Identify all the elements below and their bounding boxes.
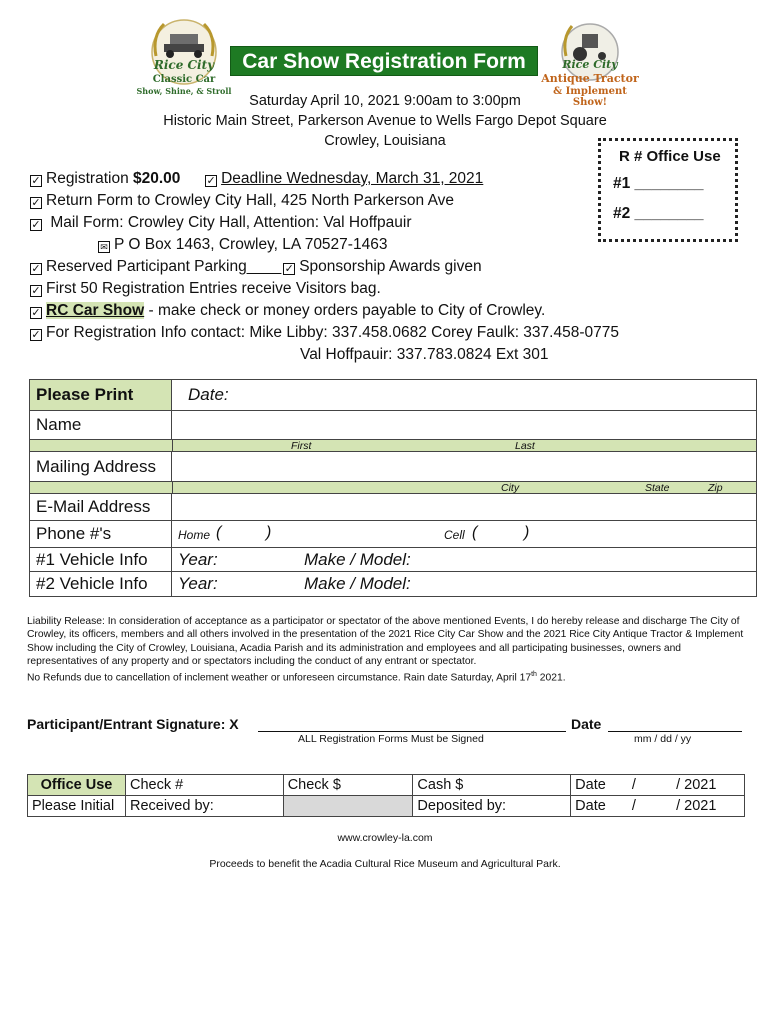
email-field[interactable]: [172, 494, 756, 520]
office-use-table: [27, 774, 745, 817]
event-city: Crowley, Louisiana: [324, 133, 446, 149]
bullet-mail-form: [30, 214, 412, 232]
home-paren-open: (: [216, 524, 222, 541]
address-subfields: [172, 482, 756, 493]
contact-text: For Registration Info contact: Mike Libby: 337.458.0682 Corey Faulk: 337.458-0775: [46, 324, 619, 341]
city-sublabel: City: [501, 482, 520, 494]
bullet-first50: [30, 280, 381, 298]
parking-text: Reserved Participant Parking____: [46, 258, 282, 275]
bullet-return-form: [30, 192, 454, 210]
liability-text: Liability Release: In consideration of acceptance as a participator or spectator of the above mentioned Events, I do hereby release and discharge The City of Crowley, its officers, members and all others involved in the presentation of the 2021 Rice City Car Show and the 2021 Rice City Antique Tractor & Implement Show including the City of Crowley, Louisiana, Acadia Parish and its administration and employees and all participating businesses, owners and representatives of any property and or spectators including the conduct of any entrant or spectator.: [27, 616, 744, 667]
first-sublabel: First: [291, 440, 312, 452]
row-vehicle2: [30, 572, 756, 596]
mailing-address-label: Mailing Address: [30, 452, 172, 481]
date-label: Date:: [188, 385, 229, 404]
logo-left-line2: Classic Car: [152, 74, 216, 85]
check-amount-cell[interactable]: Check $: [283, 775, 413, 796]
signature-date-line[interactable]: [608, 731, 742, 732]
checkbox-icon: ✓: [31, 263, 41, 275]
vehicle1-label: #1 Vehicle Info: [30, 548, 172, 571]
please-print-label: Please Print: [30, 380, 172, 410]
logo-right-line3: & Implement Show!: [553, 86, 627, 108]
sponsorship-text: Sponsorship Awards given: [299, 258, 482, 275]
logo-left-line1: Rice City: [153, 58, 215, 72]
checkbox-icon: ✓: [284, 263, 294, 275]
logo-right-line2: Antique Tractor: [541, 72, 639, 85]
return-form-text: Return Form to Crowley City Hall, 425 North Parkerson Ave: [46, 192, 455, 209]
row-mailing: [30, 452, 756, 481]
rc-car-show-label: RC Car Show: [46, 302, 145, 319]
vehicle2-field[interactable]: [172, 572, 756, 596]
zip-sublabel: Zip: [708, 482, 723, 494]
email-label: E-Mail Address: [30, 494, 172, 520]
deadline: Deadline Wednesday, March 31, 2021: [221, 170, 484, 187]
car-show-logo: [134, 16, 234, 102]
logo-right-line1: Rice City: [562, 58, 618, 71]
envelope-icon: ✉: [98, 241, 110, 253]
vehicle2-year-label: Year:: [178, 574, 218, 593]
po-box-text: P O Box 1463, Crowley, LA 70527-1463: [114, 236, 388, 253]
bullet-contact: [30, 324, 619, 342]
office-use-line1: #1 ________: [613, 175, 704, 192]
cash-cell[interactable]: Cash $: [413, 775, 571, 796]
office-use-cell: Office Use: [28, 775, 126, 796]
name-label: Name: [30, 411, 172, 439]
signature-date-label: Date: [571, 716, 602, 732]
reg-prefix: Registration: [46, 170, 134, 187]
checkbox-icon: ✓: [206, 175, 216, 187]
refund-text: No Refunds due to cancellation of inclement weather or unforeseen circumstance. Rain date Saturday, April 17: [27, 672, 532, 684]
phone-field[interactable]: [172, 521, 756, 547]
registration-form: [29, 379, 757, 597]
name-field[interactable]: [172, 411, 756, 439]
mail-form-text: Mail Form: Crowley City Hall, Attention: Val Hoffpauir: [50, 214, 412, 231]
logo-left-line3: Show, Shine, & Stroll: [136, 86, 232, 96]
state-sublabel: State: [645, 482, 670, 494]
office-use-header: R # Office Use: [619, 148, 721, 165]
phone-label: Phone #'s: [30, 521, 172, 547]
gray-blank-cell: [283, 796, 413, 817]
name-subrow: [30, 439, 756, 452]
mailing-address-field[interactable]: [172, 452, 756, 481]
bullet-rc-car-show: [30, 302, 545, 320]
website-link[interactable]: www.crowley-la.com: [337, 832, 433, 844]
office-use-box: [598, 138, 738, 242]
cell-label: Cell: [444, 528, 465, 542]
row-vehicle1: [30, 548, 756, 572]
home-paren-close: ): [266, 524, 272, 541]
form-title: Car Show Registration Form: [230, 46, 538, 76]
row-phone: [30, 521, 756, 548]
bullet-po-box: [98, 236, 387, 254]
signature-line[interactable]: [258, 731, 566, 732]
must-sign-note: ALL Registration Forms Must be Signed: [298, 733, 484, 745]
refund-sup: th: [531, 671, 537, 679]
date-value-2: / / 2021: [631, 798, 717, 814]
reg-fee: $20.00: [133, 170, 181, 187]
vehicle2-make-label: Make / Model:: [304, 574, 411, 593]
row-please-print: [30, 380, 756, 411]
office-use-line2: #2 ________: [613, 205, 704, 222]
last-sublabel: Last: [515, 440, 535, 452]
checkbox-icon: ✓: [31, 285, 41, 297]
row-name: [30, 411, 756, 439]
checkbox-icon: ✓: [31, 197, 41, 209]
liability-release: [27, 615, 747, 685]
deposited-by-cell[interactable]: Deposited by:: [413, 796, 571, 817]
first50-text: First 50 Registration Entries receive Visitors bag.: [46, 280, 381, 297]
date-label-2: Date: [575, 798, 606, 814]
vehicle1-make-label: Make / Model:: [304, 550, 411, 569]
checkbox-icon: ✓: [31, 175, 41, 187]
rc-rest-text: - make check or money orders payable to City of Crowley.: [144, 302, 546, 319]
cell-paren-open: (: [472, 524, 478, 541]
home-label: Home: [178, 528, 211, 542]
date-cell-1[interactable]: [571, 775, 745, 796]
bullet-registration: [30, 170, 483, 188]
checkbox-icon: ✓: [31, 329, 41, 341]
contact-line2: Val Hoffpauir: 337.783.0824 Ext 301: [300, 346, 549, 363]
checkbox-icon: ✓: [31, 219, 41, 231]
address-subrow: [30, 481, 756, 494]
signature-label: Participant/Entrant Signature: X: [27, 716, 239, 732]
received-by-cell[interactable]: Received by:: [125, 796, 283, 817]
date-label-1: Date: [575, 777, 606, 793]
bullet-parking: [30, 258, 482, 276]
refund-end: 2021.: [536, 672, 566, 684]
event-location: Historic Main Street, Parkerson Avenue to Wells Fargo Depot Square: [163, 113, 607, 129]
row-email: [30, 494, 756, 521]
date-field[interactable]: [172, 380, 756, 410]
date-format-note: mm / dd / yy: [634, 733, 692, 745]
name-subfields: [172, 440, 756, 451]
vehicle1-year-label: Year:: [178, 550, 218, 569]
date-cell-2[interactable]: [571, 796, 745, 817]
event-date: Saturday April 10, 2021 9:00am to 3:00pm: [249, 93, 521, 109]
vehicle1-field[interactable]: [172, 548, 756, 571]
checkbox-icon: ✓: [31, 307, 41, 319]
cell-paren-close: ): [524, 524, 530, 541]
check-number-cell[interactable]: Check #: [125, 775, 283, 796]
date-value-1: / / 2021: [631, 777, 717, 793]
please-initial-cell: Please Initial: [28, 796, 126, 817]
vehicle2-label: #2 Vehicle Info: [30, 572, 172, 596]
proceeds-note: Proceeds to benefit the Acadia Cultural Rice Museum and Agricultural Park.: [209, 858, 561, 870]
